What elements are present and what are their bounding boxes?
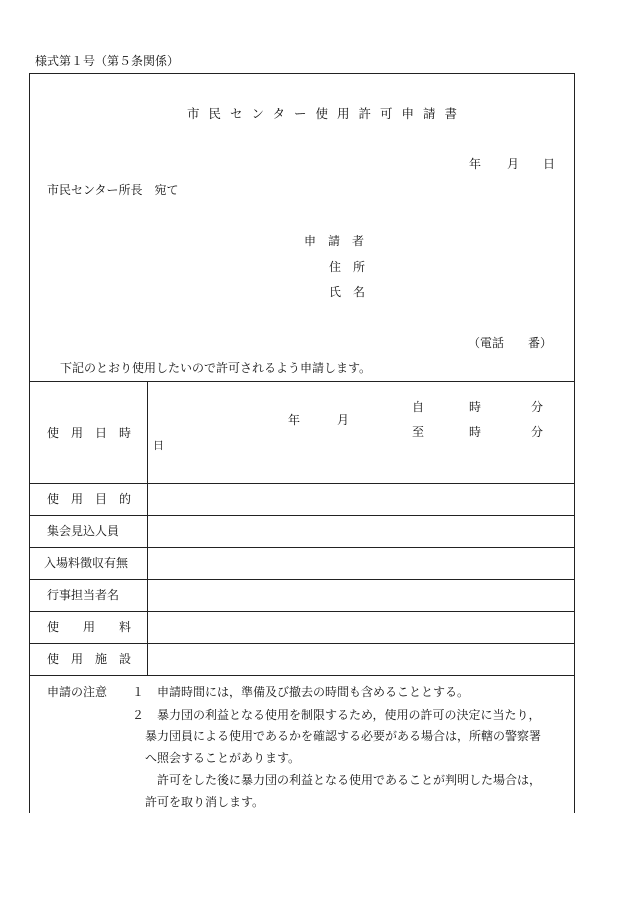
row-line: [30, 547, 574, 548]
notes-item1-number: １: [132, 685, 145, 699]
admission-fee-label: 入場料徴収有無: [44, 556, 129, 570]
column-divider: [147, 381, 148, 675]
usage-to-minute: 分: [531, 425, 544, 439]
usage-from-minute: 分: [531, 400, 544, 414]
notes-item2-line: 許可を取り消します。: [145, 795, 265, 809]
form-number: 様式第１号（第５条関係）: [35, 54, 180, 68]
usage-day: 日: [153, 439, 164, 452]
applicant-phone-label: （電話 番）: [468, 336, 553, 350]
request-text: 下記のとおり使用したいので許可されるよう申請します。: [60, 361, 372, 375]
row-line: [30, 515, 574, 516]
notes-item2-line: 暴力団の利益となる使用を制限するため，使用の許可の決定に当たり，: [157, 708, 541, 722]
notes-item2-number: ２: [132, 708, 145, 722]
usage-to-hour: 時: [469, 425, 482, 439]
row-line: [30, 643, 574, 644]
row-line: [30, 675, 574, 676]
applicant-heading: 申 請 者: [304, 234, 365, 248]
addressee: 市民センター所長 宛て: [47, 183, 179, 197]
notes-item2-line: へ照会することがあります。: [145, 751, 301, 765]
event-manager-label: 行事担当者名: [47, 588, 120, 602]
notes-label: 申請の注意: [47, 685, 108, 699]
form-title: 市民センター使用許可申請書: [187, 106, 467, 121]
usage-month: 月: [337, 413, 350, 427]
row-line: [30, 483, 574, 484]
date-year: 年: [469, 157, 482, 171]
expected-attendance-label: 集会見込人員: [47, 524, 120, 538]
applicant-name-label: 氏 名: [329, 285, 366, 299]
date-day: 日: [543, 157, 556, 171]
notes-item2-line: 許可をした後に暴力団の利益となる使用であることが判明した場合は，: [145, 773, 542, 787]
notes-item1: 申請時間には，準備及び撤去の時間も含めることとする。: [157, 685, 470, 699]
purpose-label: 使 用 目 的: [47, 492, 132, 506]
row-line: [30, 611, 574, 612]
table-top-line: [30, 381, 574, 382]
date-month: 月: [507, 157, 520, 171]
applicant-address-label: 住 所: [329, 260, 366, 274]
facilities-label: 使 用 施 設: [47, 652, 132, 666]
usage-datetime-label: 使 用 日 時: [47, 426, 132, 440]
usage-fee-label: 使 用 料: [47, 620, 132, 634]
row-line: [30, 579, 574, 580]
usage-from: 自: [412, 400, 425, 414]
application-form: [29, 73, 575, 813]
notes-item2-line: 暴力団員による使用であるかを確認する必要がある場合は，所轄の警察署: [145, 729, 542, 743]
usage-from-hour: 時: [469, 400, 482, 414]
usage-year: 年: [288, 413, 301, 427]
usage-to: 至: [412, 425, 425, 439]
